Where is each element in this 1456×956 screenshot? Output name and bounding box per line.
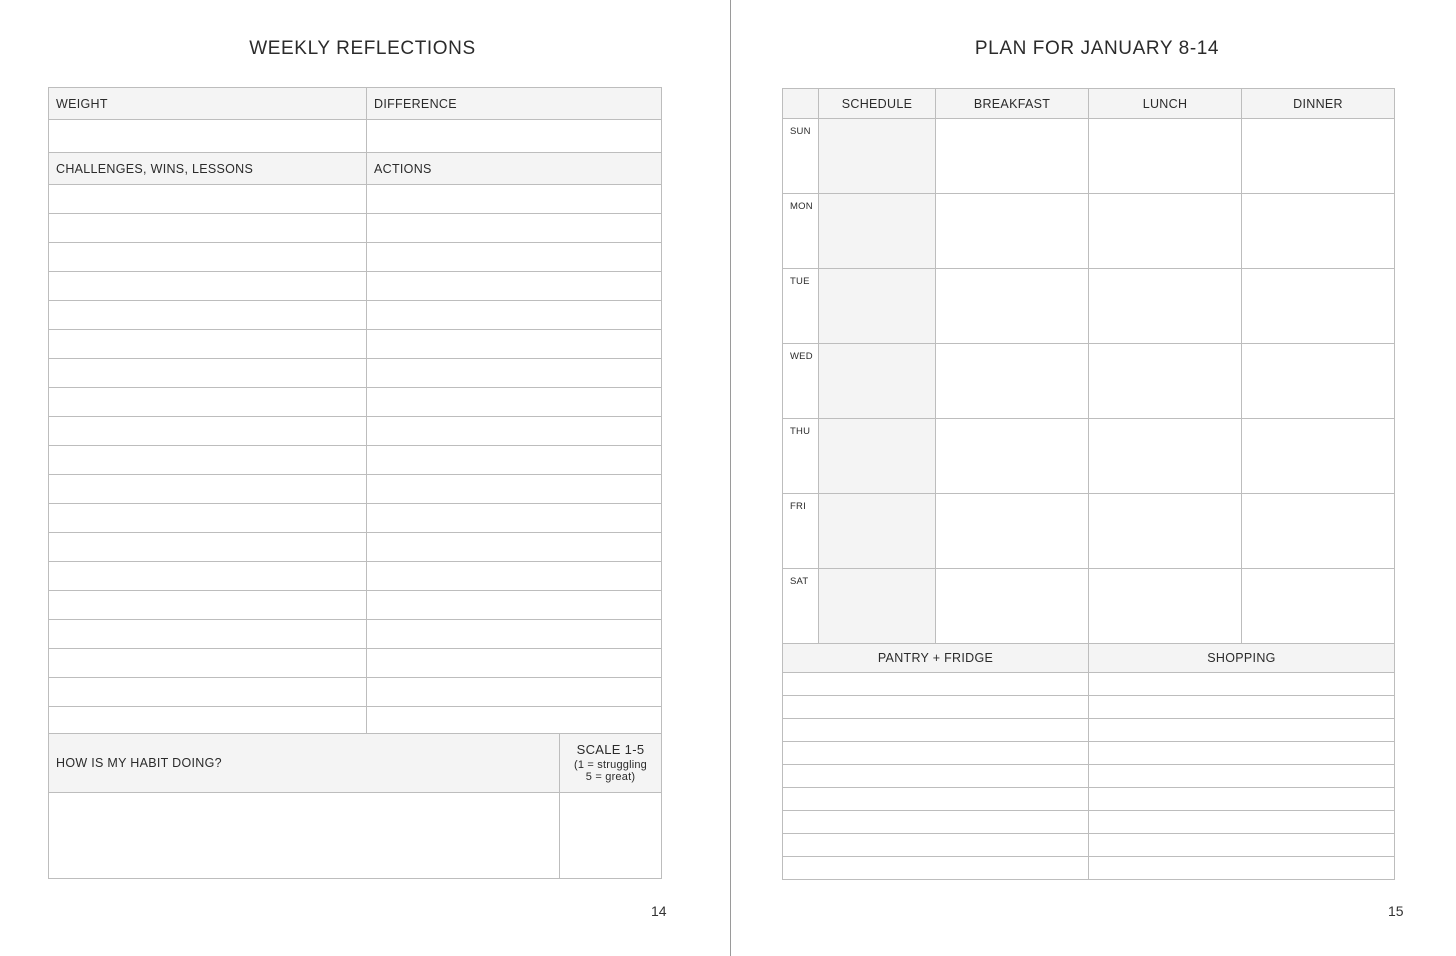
reflections-table xyxy=(48,87,662,736)
reflection-line xyxy=(49,330,662,359)
pantry-shopping-line xyxy=(783,834,1395,857)
schedule-cell[interactable] xyxy=(819,119,936,194)
challenges-line-field[interactable] xyxy=(49,272,367,301)
habit-question: HOW IS MY HABIT DOING? xyxy=(49,734,560,793)
pantry-shopping-line xyxy=(783,811,1395,834)
day-row-mon xyxy=(783,194,1395,269)
plan-title: PLAN FOR JANUARY 8-14 xyxy=(974,38,1220,59)
weight-label: WEIGHT xyxy=(49,88,367,120)
day-label: SAT xyxy=(783,569,819,644)
pantry-shopping-line xyxy=(783,673,1395,696)
pantry-line-field[interactable] xyxy=(783,834,1089,857)
actions-line-field[interactable] xyxy=(367,417,662,446)
challenges-line-field[interactable] xyxy=(49,243,367,272)
shopping-line-field[interactable] xyxy=(1089,857,1395,880)
reflection-line xyxy=(49,475,662,504)
pantry-shopping-line xyxy=(783,857,1395,880)
actions-line-field[interactable] xyxy=(367,446,662,475)
shopping-line-field[interactable] xyxy=(1089,834,1395,857)
dinner-cell[interactable] xyxy=(1242,194,1395,269)
weekly-plan-table xyxy=(782,88,1395,644)
corner-cell xyxy=(783,89,819,119)
reflection-line xyxy=(49,185,662,214)
day-label: FRI xyxy=(783,494,819,569)
habit-table xyxy=(48,733,662,879)
dinner-header: DINNER xyxy=(1242,89,1395,119)
challenges-label: CHALLENGES, WINS, LESSONS xyxy=(49,153,367,185)
day-row-fri xyxy=(783,494,1395,569)
reflection-line xyxy=(49,301,662,330)
page-number-right: 15 xyxy=(1388,903,1404,919)
pantry-fridge-header: PANTRY + FRIDGE xyxy=(783,644,1089,673)
shopping-line-field[interactable] xyxy=(1089,765,1395,788)
pantry-shopping-line xyxy=(783,765,1395,788)
breakfast-cell[interactable] xyxy=(936,344,1089,419)
challenges-line-field[interactable] xyxy=(49,533,367,562)
lunch-cell[interactable] xyxy=(1089,344,1242,419)
challenges-line-field[interactable] xyxy=(49,446,367,475)
reflection-line xyxy=(49,504,662,533)
pantry-shopping-line xyxy=(783,719,1395,742)
challenges-line-field[interactable] xyxy=(49,388,367,417)
pantry-line-field[interactable] xyxy=(783,811,1089,834)
challenges-line-field[interactable] xyxy=(49,649,367,678)
challenges-line-field[interactable] xyxy=(49,475,367,504)
reflection-line xyxy=(49,243,662,272)
lunch-cell[interactable] xyxy=(1089,569,1242,644)
page-spine xyxy=(730,0,731,956)
reflection-lines xyxy=(49,185,662,736)
challenges-line-field[interactable] xyxy=(49,330,367,359)
reflection-line xyxy=(49,388,662,417)
actions-line-field[interactable] xyxy=(367,678,662,707)
reflection-line xyxy=(49,533,662,562)
reflection-line xyxy=(49,591,662,620)
reflection-line xyxy=(49,359,662,388)
pantry-line-field[interactable] xyxy=(783,696,1089,719)
actions-line-field[interactable] xyxy=(367,475,662,504)
dinner-cell[interactable] xyxy=(1242,569,1395,644)
dinner-cell[interactable] xyxy=(1242,344,1395,419)
weekly-reflections-title: WEEKLY REFLECTIONS xyxy=(249,38,476,59)
actions-line-field[interactable] xyxy=(367,214,662,243)
shopping-line-field[interactable] xyxy=(1089,742,1395,765)
reflection-line xyxy=(49,620,662,649)
challenges-line-field[interactable] xyxy=(49,417,367,446)
shopping-line-field[interactable] xyxy=(1089,719,1395,742)
pantry-line-field[interactable] xyxy=(783,719,1089,742)
actions-line-field[interactable] xyxy=(367,649,662,678)
day-row-wed xyxy=(783,344,1395,419)
breakfast-cell[interactable] xyxy=(936,194,1089,269)
reflection-line xyxy=(49,272,662,301)
schedule-cell[interactable] xyxy=(819,494,936,569)
pantry-shopping-table xyxy=(782,643,1395,880)
breakfast-cell[interactable] xyxy=(936,569,1089,644)
actions-line-field[interactable] xyxy=(367,591,662,620)
actions-label: ACTIONS xyxy=(367,153,662,185)
actions-line-field[interactable] xyxy=(367,243,662,272)
challenges-line-field[interactable] xyxy=(49,214,367,243)
dinner-cell[interactable] xyxy=(1242,419,1395,494)
scale-header xyxy=(560,734,662,793)
day-label: THU xyxy=(783,419,819,494)
breakfast-cell[interactable] xyxy=(936,494,1089,569)
scale-note-great: 5 = great) xyxy=(585,770,636,783)
schedule-cell[interactable] xyxy=(819,419,936,494)
challenges-line-field[interactable] xyxy=(49,504,367,533)
challenges-line-field[interactable] xyxy=(49,185,367,214)
lunch-header: LUNCH xyxy=(1089,89,1242,119)
day-label: MON xyxy=(783,194,819,269)
lunch-cell[interactable] xyxy=(1089,119,1242,194)
weight-field[interactable] xyxy=(49,120,367,153)
day-label: TUE xyxy=(783,269,819,344)
actions-line-field[interactable] xyxy=(367,562,662,591)
habit-notes-field[interactable] xyxy=(49,793,560,879)
actions-line-field[interactable] xyxy=(367,330,662,359)
challenges-line-field[interactable] xyxy=(49,678,367,707)
challenges-line-field[interactable] xyxy=(49,591,367,620)
lunch-cell[interactable] xyxy=(1089,269,1242,344)
lunch-cell[interactable] xyxy=(1089,494,1242,569)
shopping-line-field[interactable] xyxy=(1089,696,1395,719)
breakfast-cell[interactable] xyxy=(936,419,1089,494)
pantry-shopping-line xyxy=(783,696,1395,719)
plan-days xyxy=(783,119,1395,644)
page-number-left: 14 xyxy=(651,903,667,919)
reflection-line xyxy=(49,417,662,446)
reflection-line xyxy=(49,678,662,707)
breakfast-cell[interactable] xyxy=(936,119,1089,194)
dinner-cell[interactable] xyxy=(1242,269,1395,344)
actions-line-field[interactable] xyxy=(367,620,662,649)
schedule-header: SCHEDULE xyxy=(819,89,936,119)
day-row-sun xyxy=(783,119,1395,194)
challenges-line-field[interactable] xyxy=(49,707,367,736)
reflection-line xyxy=(49,214,662,243)
breakfast-cell[interactable] xyxy=(936,269,1089,344)
schedule-cell[interactable] xyxy=(819,194,936,269)
schedule-cell[interactable] xyxy=(819,569,936,644)
actions-line-field[interactable] xyxy=(367,707,662,736)
reflection-line xyxy=(49,562,662,591)
challenges-line-field[interactable] xyxy=(49,301,367,330)
challenges-line-field[interactable] xyxy=(49,620,367,649)
day-row-thu xyxy=(783,419,1395,494)
lunch-cell[interactable] xyxy=(1089,419,1242,494)
actions-line-field[interactable] xyxy=(367,185,662,214)
actions-line-field[interactable] xyxy=(367,301,662,330)
breakfast-header: BREAKFAST xyxy=(936,89,1089,119)
habit-score-field[interactable] xyxy=(560,793,662,879)
pantry-shopping-lines xyxy=(783,673,1395,880)
difference-label: DIFFERENCE xyxy=(367,88,662,120)
dinner-cell[interactable] xyxy=(1242,494,1395,569)
pantry-line-field[interactable] xyxy=(783,673,1089,696)
actions-line-field[interactable] xyxy=(367,504,662,533)
schedule-cell[interactable] xyxy=(819,269,936,344)
pantry-line-field[interactable] xyxy=(783,765,1089,788)
reflection-line xyxy=(49,446,662,475)
pantry-shopping-line xyxy=(783,788,1395,811)
actions-line-field[interactable] xyxy=(367,272,662,301)
day-label: WED xyxy=(783,344,819,419)
lunch-cell[interactable] xyxy=(1089,194,1242,269)
scale-note-struggling: (1 = struggling xyxy=(573,758,647,771)
day-row-tue xyxy=(783,269,1395,344)
reflection-line xyxy=(49,649,662,678)
day-row-sat xyxy=(783,569,1395,644)
pantry-shopping-line xyxy=(783,742,1395,765)
difference-field[interactable] xyxy=(367,120,662,153)
shopping-header: SHOPPING xyxy=(1089,644,1395,673)
schedule-cell[interactable] xyxy=(819,344,936,419)
shopping-line-field[interactable] xyxy=(1089,673,1395,696)
day-label: SUN xyxy=(783,119,819,194)
pantry-line-field[interactable] xyxy=(783,788,1089,811)
reflection-line xyxy=(49,707,662,736)
scale-title: SCALE 1-5 xyxy=(576,741,645,757)
actions-line-field[interactable] xyxy=(367,533,662,562)
shopping-line-field[interactable] xyxy=(1089,811,1395,834)
shopping-line-field[interactable] xyxy=(1089,788,1395,811)
actions-line-field[interactable] xyxy=(367,388,662,417)
pantry-line-field[interactable] xyxy=(783,742,1089,765)
challenges-line-field[interactable] xyxy=(49,359,367,388)
dinner-cell[interactable] xyxy=(1242,119,1395,194)
challenges-line-field[interactable] xyxy=(49,562,367,591)
actions-line-field[interactable] xyxy=(367,359,662,388)
pantry-line-field[interactable] xyxy=(783,857,1089,880)
